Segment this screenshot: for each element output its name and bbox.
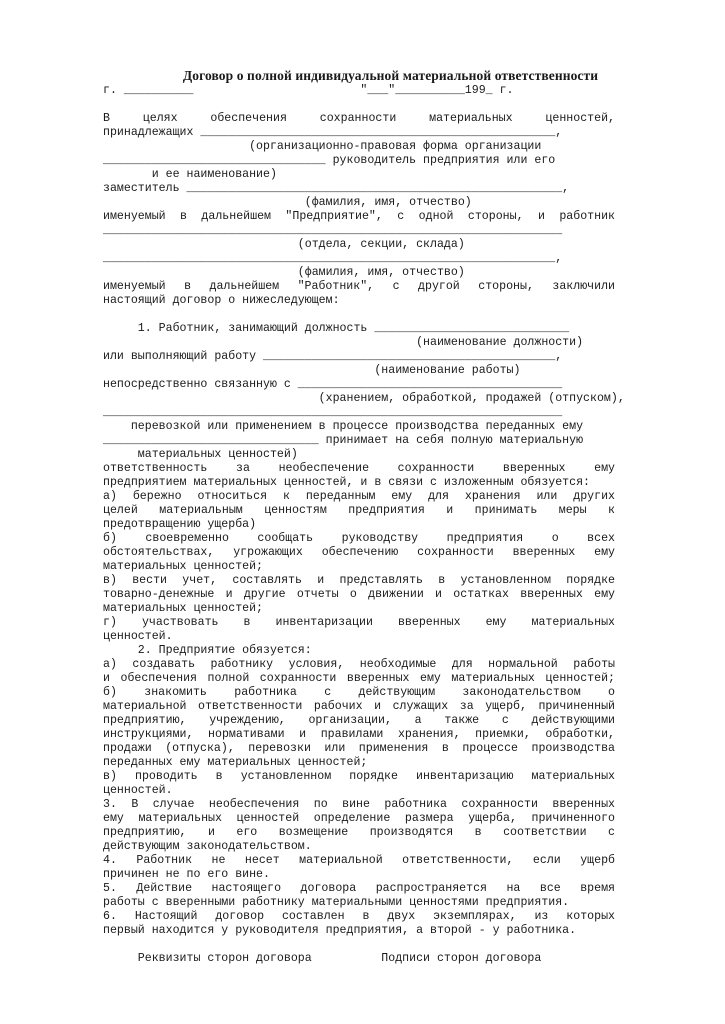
text-line: обстоятельствах, угрожающих обеспечению сохранности вверенных ему	[103, 546, 615, 559]
caption-line: и ее наименование)	[103, 168, 277, 181]
text-line: а) бережно относиться к переданным ему для хранения или других	[103, 490, 615, 503]
text-line: ответственность за необеспечение сохранности вверенных ему	[103, 462, 615, 475]
clause-4: 4. Работник не несет материальной ответственности, если ущерб	[103, 854, 615, 867]
text-line: материальной ответственности рабочих и служащих за ущерб, причиненный	[103, 700, 615, 713]
clause-3: 3. В случае необеспечения по вине работника сохранности вверенных	[103, 798, 615, 811]
text-line: именуемый в дальнейшем "Работник", с другой стороны, заключили	[103, 280, 615, 293]
text-line: принадлежащих ___________________________________________________,	[103, 126, 563, 139]
caption-line: (наименование должности)	[103, 336, 584, 349]
document-title: Договор о полной индивидуальной материальной ответственности	[182, 68, 599, 83]
clause-2: 2. Предприятие обязуется:	[103, 644, 312, 657]
caption-line: (хранением, обработкой, продажей (отпуском),	[103, 392, 625, 405]
signature-headings: Реквизиты сторон договора Подписи сторон договора	[103, 952, 542, 965]
text-line: б) знакомить работника с действующим законодательством о	[103, 686, 615, 699]
caption-line: (фамилия, имя, отчество)	[103, 196, 472, 209]
caption-line: (отдела, секции, склада)	[103, 238, 465, 251]
text-line: продажи (отпуска), перевозки или применения в процессе производства	[103, 742, 615, 755]
text-line: предприятием материальных ценностей, и в связи с изложенным обязуется:	[103, 476, 591, 489]
caption-line: перевозкой или применением в процессе производства переданных ему	[103, 420, 584, 433]
text-line: переданных ему материальных ценностей;	[103, 756, 368, 769]
text-line: первый находится у руководителя предприятия, а второй - у работника.	[103, 924, 577, 937]
text-line: причинен не по его вине.	[103, 868, 270, 881]
text-line: или выполняющий работу __________________________________________,	[103, 350, 563, 363]
text-line: действующим законодательством.	[103, 840, 312, 853]
blank-line: __________________________________________________________________	[103, 406, 563, 419]
text-line: непосредственно связанную с ______________________________________	[103, 378, 563, 391]
text-line: предприятию, учреждению, организации, а также с действующими	[103, 714, 615, 727]
text-line: ценностей.	[103, 784, 173, 797]
text-line: предотвращению ущерба)	[103, 518, 257, 531]
caption-line: (наименование работы)	[103, 364, 521, 377]
clause-1: 1. Работник, занимающий должность ____________________________	[103, 322, 570, 335]
text-line: материальных ценностей;	[103, 602, 264, 615]
text-line: заместитель ______________________________________________________,	[103, 182, 570, 195]
text-line: настоящий договор о нижеследующем:	[103, 294, 340, 307]
caption-line: материальных ценностей)	[103, 448, 298, 461]
text-line: В целях обеспечения сохранности материальных ценностей,	[103, 112, 615, 125]
clause-6: 6. Настоящий договор составлен в двух экземплярах, из которых	[103, 910, 615, 923]
clause-5: 5. Действие настоящего договора распространяется на все время	[103, 882, 615, 895]
blank-line: __________________________________________________________________	[103, 224, 563, 237]
text-line: предприятию, и его возмещение производятся в соответствии с	[103, 826, 615, 839]
text-line: б) своевременно сообщать руководству предприятия о всех	[103, 532, 615, 545]
text-line: материальных ценностей;	[103, 560, 264, 573]
text-line: ценностей.	[103, 630, 173, 643]
text-line: работы с вверенными работнику материальными ценностями предприятия.	[103, 896, 570, 909]
text-line: _______________________________ принимает на себя полную материальную	[103, 434, 584, 447]
caption-line: (фамилия, имя, отчество)	[103, 266, 465, 279]
text-line: и обеспечения полной сохранности вверенных ему материальных ценностей;	[103, 672, 615, 685]
text-line: целей материальным ценностям предприятия и принимать меры к	[103, 504, 615, 517]
text-line: товарно-денежные и другие отчеты о движении и остатках вверенных ему	[103, 588, 615, 601]
caption-line: (организационно-правовая форма организации	[103, 140, 542, 153]
text-line: в) вести учет, составлять и представлять в установленном порядке	[103, 574, 615, 587]
text-line: в) проводить в установленном порядке инвентаризацию материальных	[103, 770, 615, 783]
text-line: а) создавать работнику условия, необходимые для нормальной работы	[103, 658, 615, 671]
text-line: ________________________________ руководитель предприятия или его	[103, 154, 556, 167]
text-line: ему материальных ценностей определение размера ущерба, причиненного	[103, 812, 615, 825]
text-line: именуемый в дальнейшем "Предприятие", с одной стороны, и работник	[103, 210, 615, 223]
date-line: г. __________ "___"__________199_ г.	[103, 84, 514, 97]
text-line: инструкциями, нормативами и правилами хранения, приемки, обработки,	[103, 728, 615, 741]
blank-line: _________________________________________________________________,	[103, 252, 563, 265]
text-line: г) участвовать в инвентаризации вверенных ему материальных	[103, 616, 615, 629]
